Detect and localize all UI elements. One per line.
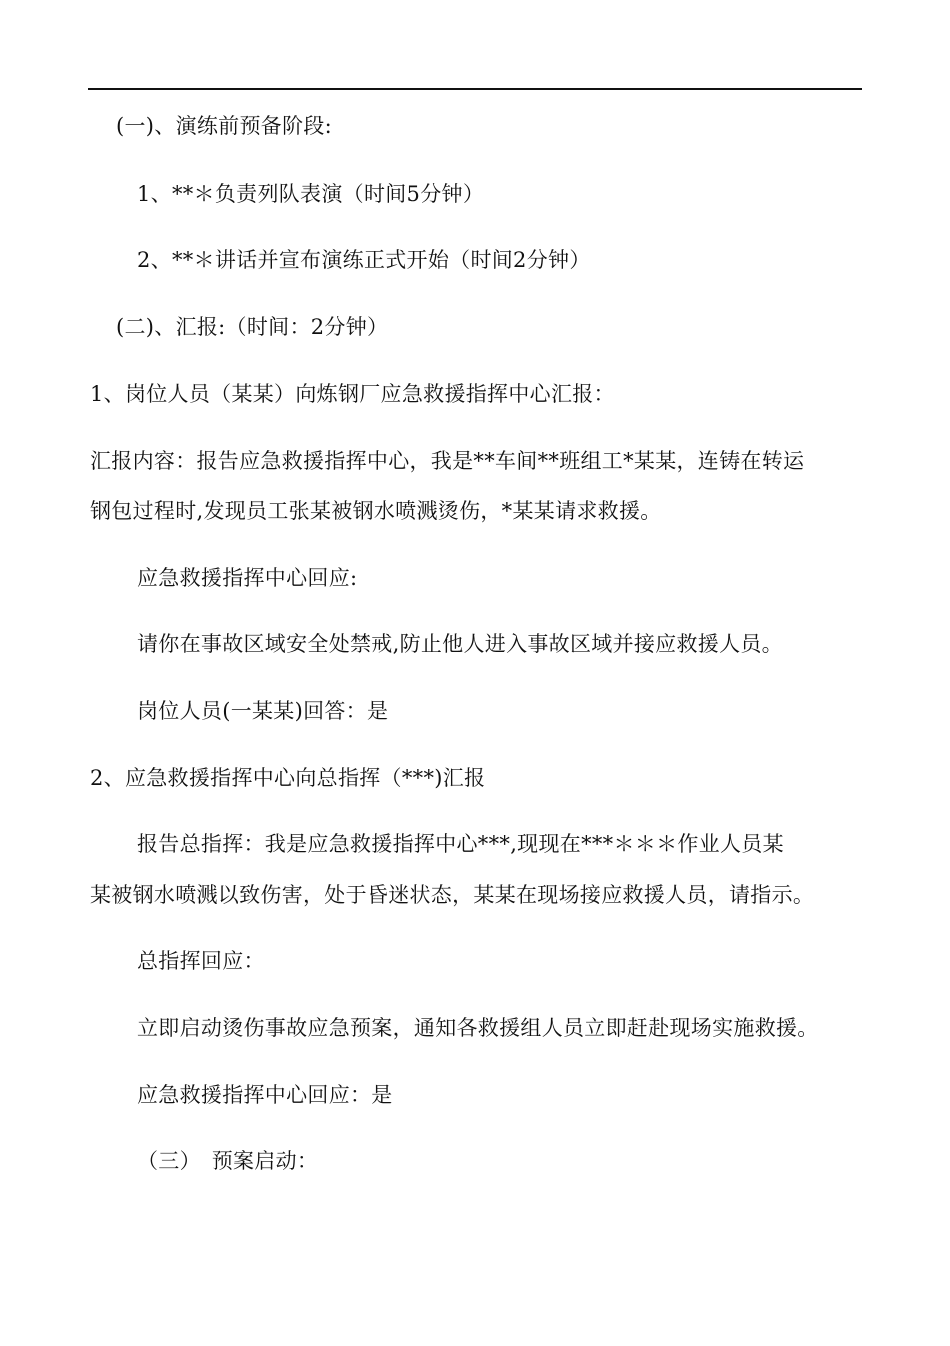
paragraph: 汇报内容：报告应急救援指挥中心，我是**车间**班组工*某某，连铸在转运	[90, 449, 805, 473]
paragraph: 岗位人员(一某某)回答：是	[137, 699, 389, 723]
paragraph: 某被钢水喷溅以致伤害，处于昏迷状态，某某在现场接应救援人员，请指示。	[90, 883, 815, 907]
section-heading-2: (二)、汇报:（时间：2分钟）	[116, 315, 389, 339]
paragraph: 请你在事故区域安全处禁戒,防止他人进入事故区域并接应救援人员。	[137, 632, 783, 656]
section-heading-1: (一)、演练前预备阶段:	[116, 114, 333, 138]
paragraph: 立即启动烫伤事故应急预案，通知各救援组人员立即赶赴现场实施救援。	[137, 1016, 819, 1040]
header-rule	[88, 88, 862, 90]
list-item: 2、**＊讲话并宣布演练正式开始（时间2分钟）	[137, 248, 591, 272]
paragraph: 应急救援指挥中心回应：是	[137, 1083, 393, 1107]
paragraph: 2、应急救援指挥中心向总指挥（***)汇报	[90, 766, 486, 790]
list-item: 1、**＊负责列队表演（时间5分钟）	[137, 182, 485, 206]
paragraph: 应急救援指挥中心回应:	[137, 566, 358, 590]
paragraph: 报告总指挥：我是应急救援指挥中心***,现现在***＊＊＊作业人员某	[137, 832, 784, 856]
paragraph: 1、岗位人员（某某）向炼钢厂应急救援指挥中心汇报：	[90, 382, 615, 406]
section-heading-3: （三） 预案启动：	[137, 1149, 319, 1173]
paragraph: 钢包过程时,发现员工张某被钢水喷溅烫伤，*某某请求救援。	[90, 499, 662, 523]
paragraph: 总指挥回应：	[137, 949, 265, 973]
